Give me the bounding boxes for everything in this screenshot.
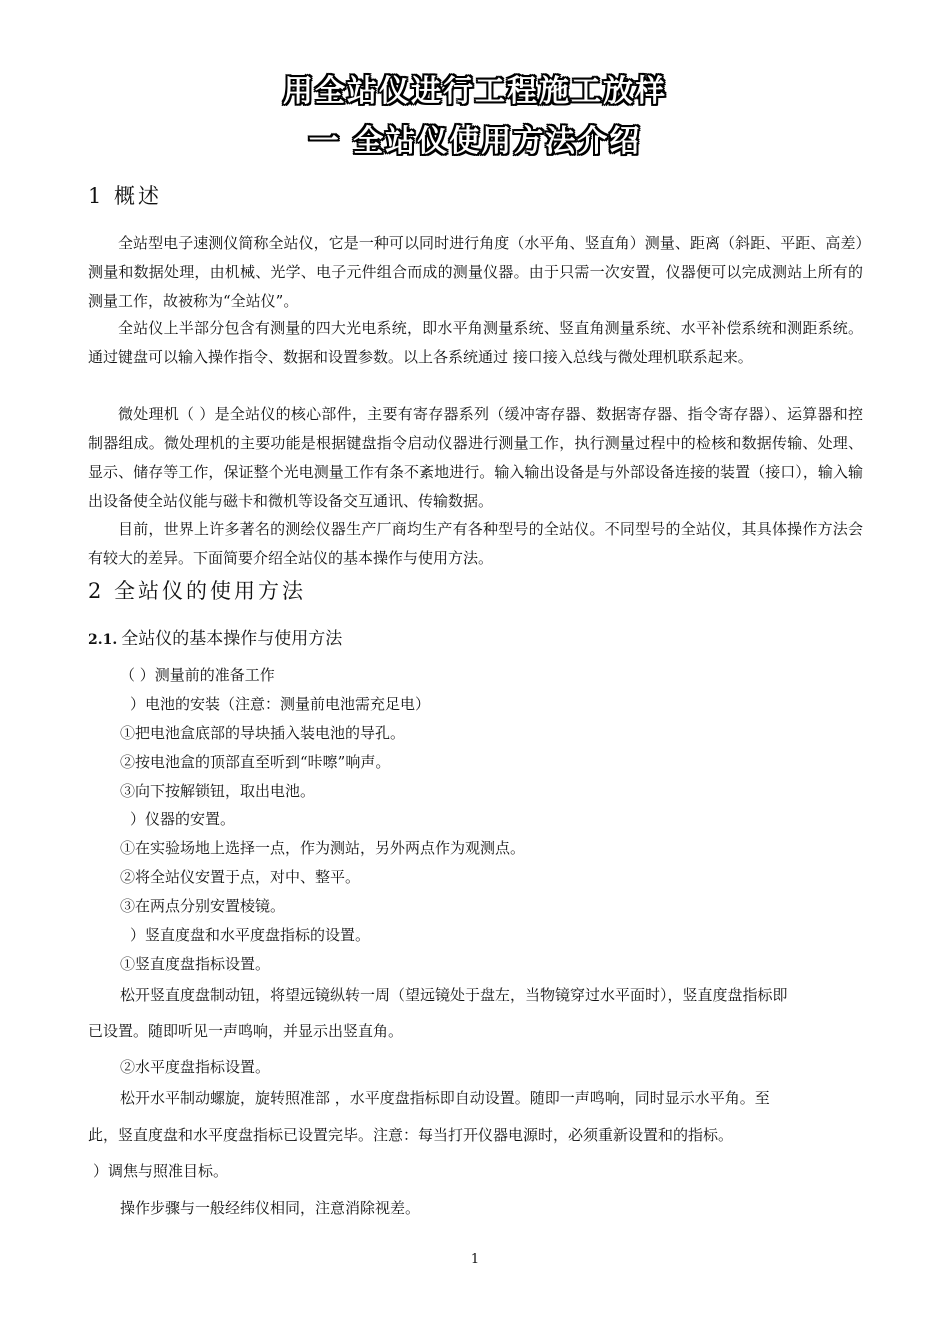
list-item: ①把电池盒底部的导块插入装电池的导孔。 — [120, 724, 406, 742]
list-item: （ ）测量前的准备工作 — [120, 666, 275, 684]
paragraph-line: 此，竖直度盘和水平度盘指标已设置完毕。注意：每当打开仪器电源时，必须重新设置和的指标。 — [88, 1126, 734, 1144]
list-item: ）电池的安装（注意：测量前电池需充足电） — [130, 695, 431, 713]
list-item: ）竖直度盘和水平度盘指标的设置。 — [130, 926, 371, 944]
document-title: 用全站仪进行工程施工放样 — [283, 74, 667, 109]
list-item: ①竖直度盘指标设置。 — [120, 955, 271, 973]
section-heading-overview: 1 概述 — [88, 184, 163, 208]
subsection-heading — [88, 624, 342, 649]
list-item: ②水平度盘指标设置。 — [120, 1058, 271, 1076]
list-item: ②将全站仪安置于点，对中、整平。 — [120, 868, 361, 886]
paragraph: 目前，世界上许多著名的测绘仪器生产厂商均生产有各种型号的全站仪。不同型号的全站仪，其具体操作方法会有较大的差异。下面简要介绍全站仪的基本操作与使用方法。 — [88, 520, 863, 567]
list-item: ②按电池盒的顶部直至听到“咔嚓”响声。 — [120, 753, 391, 771]
document-subtitle: 一 全站仪使用方法介绍 — [308, 124, 642, 159]
list-item: ①在实验场地上选择一点，作为测站，另外两点作为观测点。 — [120, 839, 526, 857]
paragraph: 全站仪上半部分包含有测量的四大光电系统，即水平角测量系统、竖直角测量系统、水平补偿系统和测距系统。通过键盘可以输入操作指令、数据和设置参数。以上各系统通过 接口接入总线与微处理机联系起来。 — [88, 319, 863, 366]
paragraph-line: 操作步骤与一般经纬仪相同，注意消除视差。 — [120, 1199, 421, 1217]
list-item: ③向下按解锁钮，取出电池。 — [120, 782, 316, 800]
paragraph-line: 松开竖直度盘制动钮，将望远镜纵转一周（望远镜处于盘左，当物镜穿过水平面时），竖直度盘指标即 — [120, 986, 788, 1004]
paragraph-line: 松开水平制动螺旋，旋转照准部 ，水平度盘指标即自动设置。随即一声鸣响，同时显示水平角。至 — [120, 1089, 770, 1107]
paragraph: 微处理机（ ）是全站仪的核心部件，主要有寄存器系列（缓冲寄存器、数据寄存器、指令寄存器）、运算器和控制器组成。微处理机的主要功能是根据键盘指令启动仪器进行测量工作，执行测量过程中的检核和数据传输、处理、显示、储存等工作，保证整个光电测量工作有条不紊地进行。输入输出设备是与外部设备连接的装置（接口），输入输出设备使全站仪能与磁卡和微机等设备交互通讯、传输数据。 — [88, 405, 863, 510]
paragraph: 全站型电子速测仪简称全站仪，它是一种可以同时进行角度（水平角、竖直角）测量、距离（斜距、平距、高差）测量和数据处理，由机械、光学、电子元件组合而成的测量仪器。由于只需一次安置，仪器便可以完成测站上所有的测量工作，故被称为“全站仪”。 — [88, 234, 863, 310]
subsection-number: 2.1. — [88, 632, 118, 648]
list-item: ）调焦与照准目标。 — [93, 1162, 229, 1180]
page-number: 1 — [470, 1252, 480, 1267]
list-item: ③在两点分别安置棱镜。 — [120, 897, 286, 915]
section-heading-usage: 2 全站仪的使用方法 — [88, 579, 307, 603]
paragraph-line: 已设置。随即听见一声鸣响，并显示出竖直角。 — [88, 1022, 404, 1040]
list-item: ）仪器的安置。 — [130, 810, 236, 828]
subsection-title: 全站仪的基本操作与使用方法 — [121, 629, 343, 649]
